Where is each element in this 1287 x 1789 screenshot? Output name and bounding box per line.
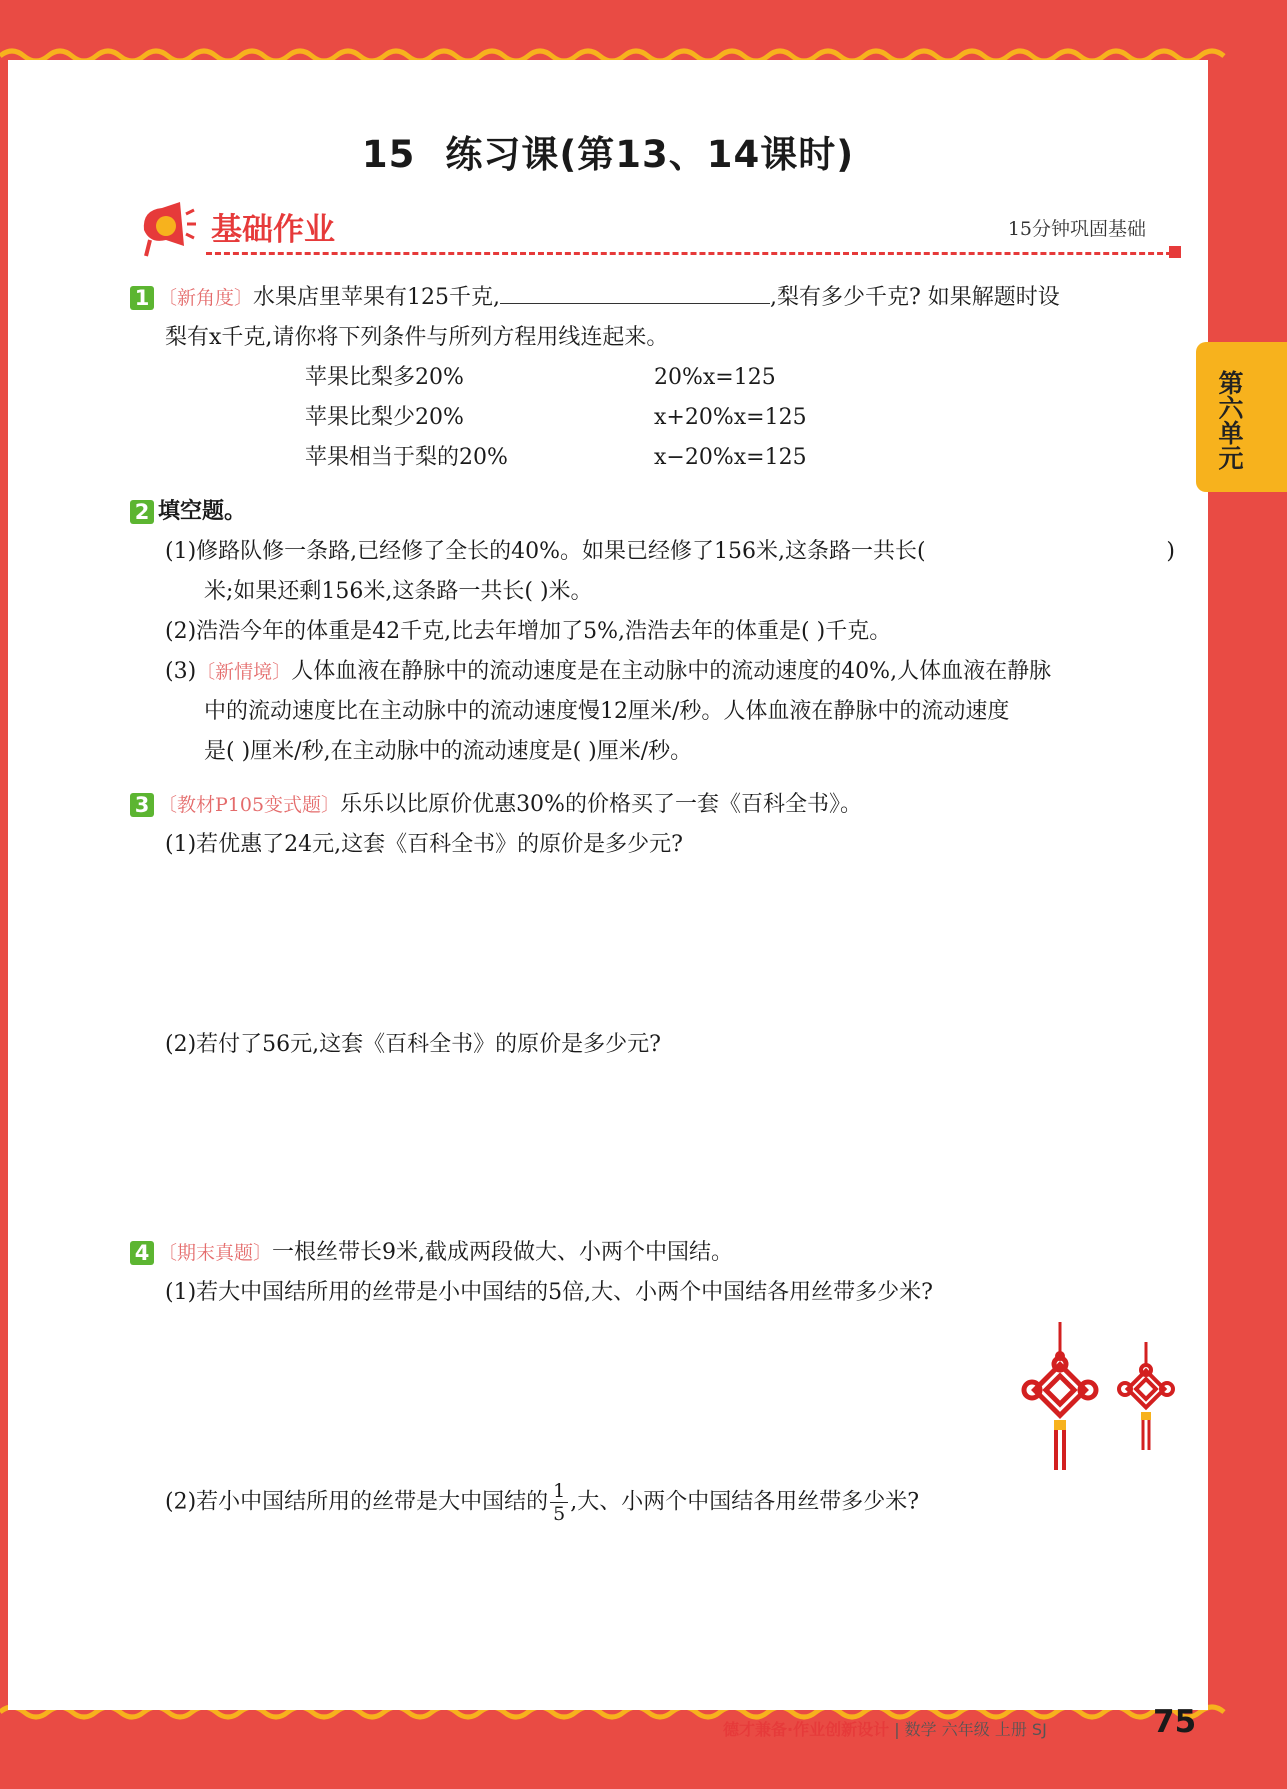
worksheet-page xyxy=(8,60,1208,1740)
question-text: (1)修路队修一条路,已经修了全长的40%。如果已经修了156米,这条路一共长( xyxy=(165,539,926,564)
chinese-knot-icon xyxy=(1020,1322,1100,1472)
section-divider xyxy=(206,252,1181,255)
condition-item[interactable]: 苹果比梨多20% xyxy=(305,365,464,390)
divider-end-marker xyxy=(1169,246,1181,258)
fraction xyxy=(550,1480,568,1525)
section-note: 15分钟巩固基础 xyxy=(1007,218,1146,240)
part-number: (3) xyxy=(165,659,197,684)
question-text: 乐乐以比原价优惠30%的价格买了一套《百科全书》。 xyxy=(340,792,862,817)
question-3-part-2: (2)若付了56元,这套《百科全书》的原价是多少元? xyxy=(165,1032,661,1057)
unit-side-tab[interactable] xyxy=(1196,342,1287,492)
question-tag: 〔期末真题〕 xyxy=(158,1242,273,1264)
question-2-part-1-cont: 米;如果还剩156米,这条路一共长( )米。 xyxy=(204,579,593,604)
question-tag: 〔新情境〕 xyxy=(196,661,292,683)
question-4-part-1: (1)若大中国结所用的丝带是小中国结的5倍,大、小两个中国结各用丝带多少米? xyxy=(165,1280,933,1305)
fraction-numerator: 1 xyxy=(550,1480,568,1503)
equation-item[interactable]: x+20%x=125 xyxy=(654,405,807,430)
question-1-line-2: 梨有x千克,请你将下列条件与所列方程用线连起来。 xyxy=(165,325,669,350)
footer-course: | 数学 六年级 上册 SJ xyxy=(894,1720,1047,1739)
equation-item[interactable]: 20%x=125 xyxy=(654,365,776,390)
question-number: 4 xyxy=(130,1241,154,1265)
question-text: 一根丝带长9米,截成两段做大、小两个中国结。 xyxy=(272,1240,734,1265)
question-2-part-3 xyxy=(165,652,1051,692)
footer-brand: 德才兼备·作业创新设计 xyxy=(723,1720,890,1739)
question-2-part-2: (2)浩浩今年的体重是42千克,比去年增加了5%,浩浩去年的体重是( )千克。 xyxy=(165,619,892,644)
question-text: 填空题。 xyxy=(158,499,247,524)
condition-item[interactable]: 苹果相当于梨的20% xyxy=(305,445,508,470)
question-number: 3 xyxy=(130,793,154,817)
question-tag: 〔教材P105变式题〕 xyxy=(158,794,341,816)
equation-item[interactable]: x−20%x=125 xyxy=(654,445,807,470)
question-text: 人体血液在静脉中的流动速度是在主动脉中的流动速度的40%,人体血液在静脉 xyxy=(291,659,1052,684)
question-text: ,大、小两个中国结各用丝带多少米? xyxy=(570,1489,920,1515)
question-2-part-3-cont: 中的流动速度比在主动脉中的流动速度慢12厘米/秒。人体血液在静脉中的流动速度 xyxy=(204,699,1010,724)
question-3 xyxy=(130,785,862,825)
question-2-title xyxy=(130,492,246,532)
lesson-number: 15 xyxy=(361,133,416,176)
question-2-part-1 xyxy=(165,532,1175,572)
page-title xyxy=(8,124,1208,178)
chinese-knot-icon xyxy=(1116,1342,1176,1452)
footer-info xyxy=(723,1717,1047,1740)
question-1-line-1 xyxy=(130,278,1060,318)
question-text: ,梨有多少千克? 如果解题时设 xyxy=(770,285,1060,310)
answer-blank[interactable] xyxy=(500,279,770,304)
question-3-part-1: (1)若优惠了24元,这套《百科全书》的原价是多少元? xyxy=(165,832,683,857)
megaphone-icon xyxy=(136,200,198,258)
unit-label: 第六单元 xyxy=(1215,370,1244,470)
question-number: 2 xyxy=(130,500,154,524)
condition-item[interactable]: 苹果比梨少20% xyxy=(305,405,464,430)
lesson-title: 练习课(第13、14课时) xyxy=(445,133,855,176)
question-4-part-2 xyxy=(165,1480,919,1525)
paren-close: ) xyxy=(1166,539,1175,564)
question-tag: 〔新角度〕 xyxy=(158,287,254,309)
question-text: (2)若小中国结所用的丝带是大中国结的 xyxy=(165,1489,549,1515)
section-header xyxy=(136,200,1181,270)
fraction-denominator: 5 xyxy=(553,1503,566,1525)
question-number: 1 xyxy=(130,286,154,310)
page-number: 75 xyxy=(1153,1704,1197,1740)
question-text: 水果店里苹果有125千克, xyxy=(253,285,501,310)
question-4 xyxy=(130,1233,733,1273)
question-2-part-3-cont: 是( )厘米/秒,在主动脉中的流动速度是( )厘米/秒。 xyxy=(204,739,693,764)
section-label: 基础作业 xyxy=(211,212,335,248)
